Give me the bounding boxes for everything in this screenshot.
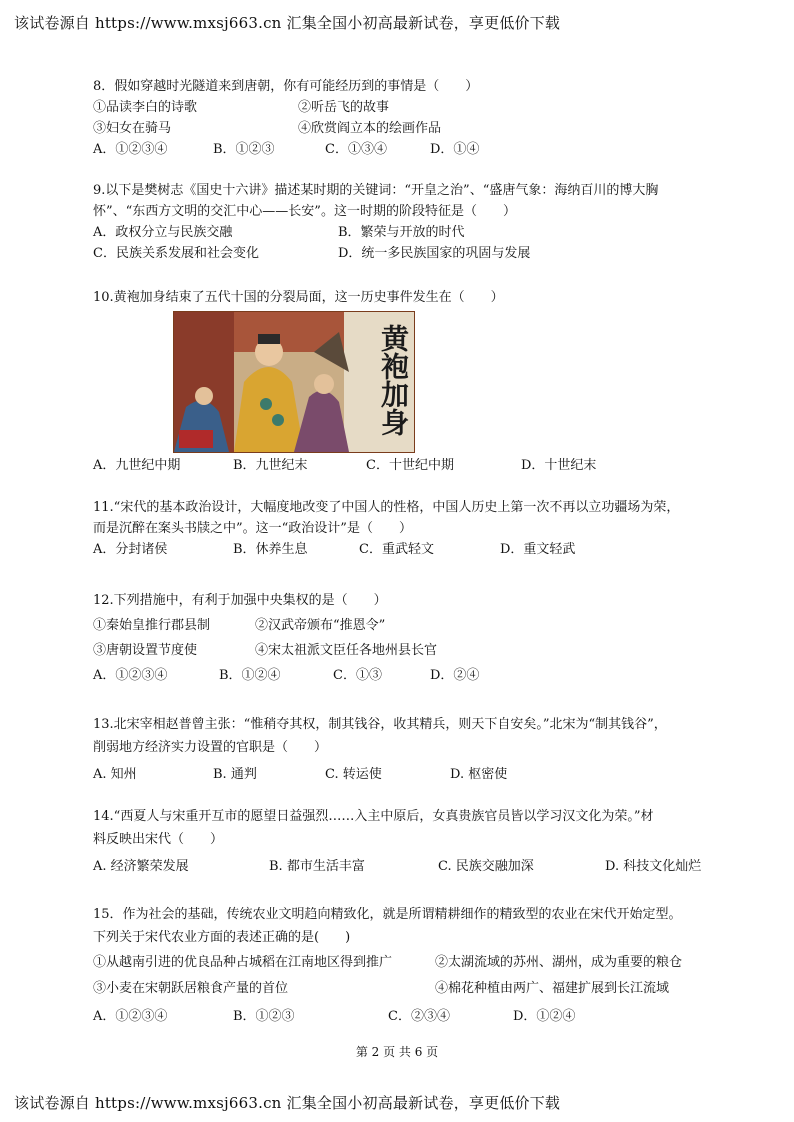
option-a: A．①②③④ [93,1009,168,1024]
option-d: D．十世纪末 [521,458,597,473]
source-banner-bottom: 该试卷源自 https://www.mxsj663.cn 汇集全国小初高最新试卷，享更低价下载 [14,1094,561,1112]
statement-item: ④宋太祖派文臣任各地州县长官 [255,643,438,658]
question-stem-line: 下列关于宋代农业方面的表述正确的是( ) [93,930,351,945]
question-stem: 10.黄袍加身结束了五代十国的分裂局面，这一历史事件发生在（ ） [93,290,504,305]
option-d: D．统一多民族国家的巩固与发展 [338,246,531,261]
question-stem-line: 13.北宋宰相赵普曾主张：“惟稍夺其权，制其钱谷，收其精兵，则天下自安矣。”北宋为“制其钱谷”， [93,717,667,732]
option-d: D．①②④ [513,1009,576,1024]
question-8 [93,76,733,160]
option-c: C. 转运使 [325,767,382,782]
statement-item: ②听岳飞的故事 [298,100,390,115]
question-stem-line: 15．作为社会的基础，传统农业文明趋向精致化，就是所谓精耕细作的精致型的农业在宋代开始定型。 [93,907,682,922]
statement-item: ②太湖流域的苏州、湖州，成为重要的粮仓 [435,955,683,970]
question-stem-line: 削弱地方经济实力设置的官职是（ ） [93,740,328,755]
question-15 [93,904,733,1027]
question-10 [93,287,733,308]
question-stem: 12.下列措施中，有利于加强中央集权的是（ ） [93,593,387,608]
option-b: B. 都市生活丰富 [269,859,365,874]
option-c: C．十世纪中期 [366,458,454,473]
statement-item: ④棉花种植由两广、福建扩展到长江流域 [435,981,670,996]
option-b: B．休养生息 [233,542,308,557]
option-c: C．重武轻文 [359,542,434,557]
option-a: A．①②③④ [93,142,168,157]
question-stem-line: 而是沉醉在案头书牍之中”。这一“政治设计”是（ ） [93,521,412,536]
option-b: B．①②③ [213,142,275,157]
option-c: C．①③ [333,668,382,683]
illustration-title: 黄袍加身 [377,324,410,436]
option-c: C．②③④ [388,1009,450,1024]
question-stem-line: 9.以下是樊树志《国史十六讲》描述某时期的关键词：“开皇之治”、“盛唐气象：海纳百川的博大胸 [93,183,659,198]
statement-item: ④欣赏阎立本的绘画作品 [298,121,442,136]
statement-item: ③妇女在骑马 [93,121,172,136]
question-stem-line: 14.“西夏人与宋重开互市的愿望日益强烈……入主中原后，女真贵族官员皆以学习汉文化为荣。”材 [93,809,654,824]
question-14 [93,806,733,877]
option-a: A. 知州 [93,767,137,782]
statement-item: ①秦始皇推行郡县制 [93,618,211,633]
option-b: B. 通判 [213,767,257,782]
question-11 [93,497,733,560]
question-13 [93,714,733,785]
question-12 [93,590,733,686]
huangpao-jiashen-illustration [173,311,415,453]
question-9 [93,180,733,264]
option-d: D. 科技文化灿烂 [605,859,702,874]
question-10-options [93,455,733,476]
question-stem-line: 怀”、“东西方文明的交汇中心——长安”。这一时期的阶段特征是（ ） [93,204,516,219]
option-d: D．重文轻武 [500,542,576,557]
statement-item: ③唐朝设置节度使 [93,643,198,658]
source-banner-top: 该试卷源自 https://www.mxsj663.cn 汇集全国小初高最新试卷，享更低价下载 [14,14,561,32]
statement-item: ②汉武帝颁布“推恩令” [255,618,386,633]
option-c: C．民族关系发展和社会变化 [93,246,259,261]
option-d: D．①④ [430,142,480,157]
option-b: B．①②③ [233,1009,295,1024]
page-number: 第 2 页 共 6 页 [355,1045,439,1059]
option-a: A．九世纪中期 [93,458,181,473]
option-a: A. 经济繁荣发展 [93,859,189,874]
option-b: B．繁荣与开放的时代 [338,225,465,240]
option-a: A．分封诸侯 [93,542,168,557]
statement-item: ①从越南引进的优良品种占城稻在江南地区得到推广 [93,955,393,970]
option-b: B．①②④ [219,668,281,683]
option-a: A．①②③④ [93,668,168,683]
option-c: C. 民族交融加深 [438,859,534,874]
option-d: D. 枢密使 [450,767,508,782]
question-stem: 8．假如穿越时光隧道来到唐朝，你有可能经历到的事情是（ ） [93,79,479,94]
question-stem-line: 料反映出宋代（ ） [93,832,224,847]
option-a: A．政权分立与民族交融 [93,225,233,240]
statement-item: ③小麦在宋朝跃居粮食产量的首位 [93,981,289,996]
option-d: D．②④ [430,668,480,683]
option-c: C．①③④ [325,142,387,157]
question-stem-line: 11.“宋代的基本政治设计，大幅度地改变了中国人的性格，中国人历史上第一次不再以立功疆场为荣， [93,500,680,515]
option-b: B．九世纪末 [233,458,308,473]
statement-item: ①品读李白的诗歌 [93,100,198,115]
